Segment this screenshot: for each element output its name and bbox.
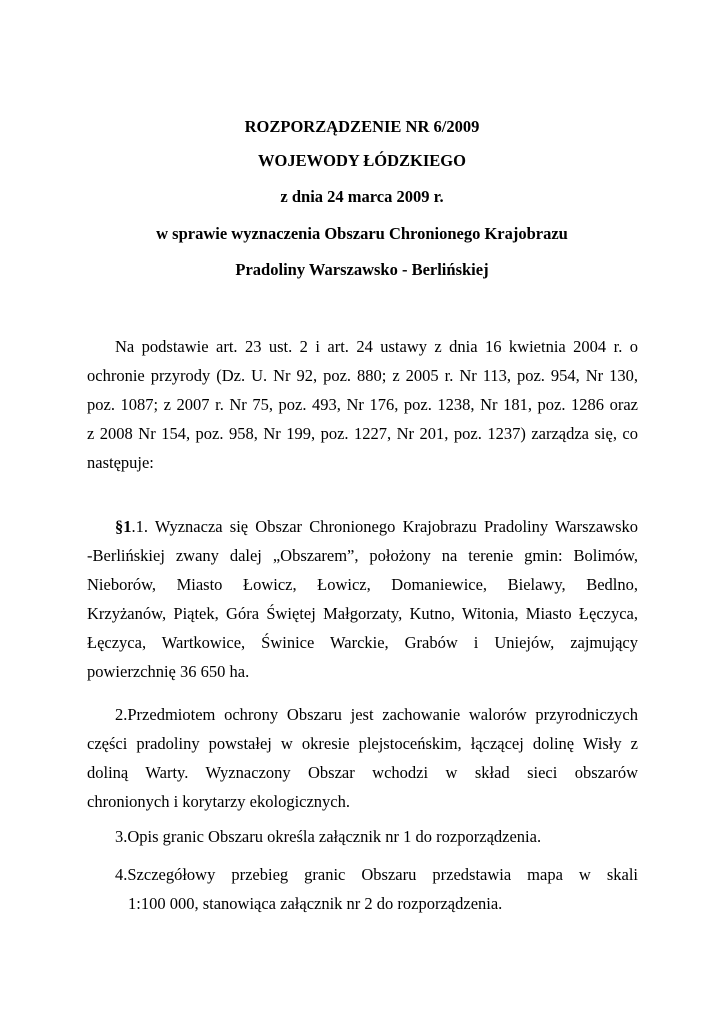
paragraph-line: 3.Opis granic Obszaru określa załącznik nr 1 do rozporządzenia. <box>115 827 542 846</box>
section-1-paragraph-3 <box>87 822 638 851</box>
paragraph-line: 1:100 000, stanowiąca załącznik nr 2 do rozporządzenia. <box>128 894 503 913</box>
paragraph-line: chronionych i korytarzy ekologicznych. <box>87 792 350 811</box>
section-marker: §1 <box>115 517 132 536</box>
issuer: WOJEWODY ŁÓDZKIEGO <box>258 151 466 170</box>
preamble-line: poz. 1087; z 2007 r. Nr 75, poz. 493, Nr 176, poz. 1238, Nr 181, poz. 1286 oraz <box>87 395 638 414</box>
regulation-date: z dnia 24 marca 2009 r. <box>280 187 444 206</box>
paragraph-line: powierzchnię 36 650 ha. <box>87 662 250 681</box>
paragraph-line: doliną Warty. Wyznaczony Obszar wchodzi w skład sieci obszarów <box>87 763 638 782</box>
paragraph-line: Nieborów, Miasto Łowicz, Łowicz, Domaniewice, Bielawy, Bedlno, <box>87 575 638 594</box>
regulation-subject-line1: w sprawie wyznaczenia Obszaru Chronionego Krajobrazu <box>156 224 568 243</box>
regulation-number: ROZPORZĄDZENIE NR 6/2009 <box>244 117 480 136</box>
paragraph-line: Krzyżanów, Piątek, Góra Świętej Małgorzaty, Kutno, Witonia, Miasto Łęczyca, <box>87 604 638 623</box>
section-1-first-line-text: .1. Wyznacza się Obszar Chronionego Krajobrazu Pradoliny Warszawsko <box>131 517 638 536</box>
paragraph-line: 4.Szczegółowy przebieg granic Obszaru przedstawia mapa w skali <box>115 865 638 884</box>
regulation-subject-line2: Pradoliny Warszawsko - Berlińskiej <box>235 260 489 279</box>
paragraph-line: -Berlińskiej zwany dalej „Obszarem”, położony na terenie gmin: Bolimów, <box>87 546 638 565</box>
preamble-line: następuje: <box>87 453 154 472</box>
section-1-first-line <box>87 512 638 541</box>
preamble-line: Na podstawie art. 23 ust. 2 i art. 24 ustawy z dnia 16 kwietnia 2004 r. o <box>115 337 638 356</box>
preamble-line: ochronie przyrody (Dz. U. Nr 92, poz. 880; z 2005 r. Nr 113, poz. 954, Nr 130, <box>87 366 638 385</box>
preamble-paragraph <box>87 332 638 477</box>
paragraph-line: Łęczyca, Wartkowice, Świnice Warckie, Grabów i Uniejów, zajmujący <box>87 633 638 652</box>
section-1-paragraph-1 <box>87 512 638 686</box>
paragraph-line: części pradoliny powstałej w okresie plejstoceńskim, łączącej dolinę Wisły z <box>87 734 638 753</box>
section-1-paragraph-2 <box>87 700 638 816</box>
section-1-paragraph-4 <box>87 860 638 918</box>
preamble-line: z 2008 Nr 154, poz. 958, Nr 199, poz. 1227, Nr 201, poz. 1237) zarządza się, co <box>87 424 638 443</box>
paragraph-line: 2.Przedmiotem ochrony Obszaru jest zachowanie walorów przyrodniczych <box>115 705 638 724</box>
